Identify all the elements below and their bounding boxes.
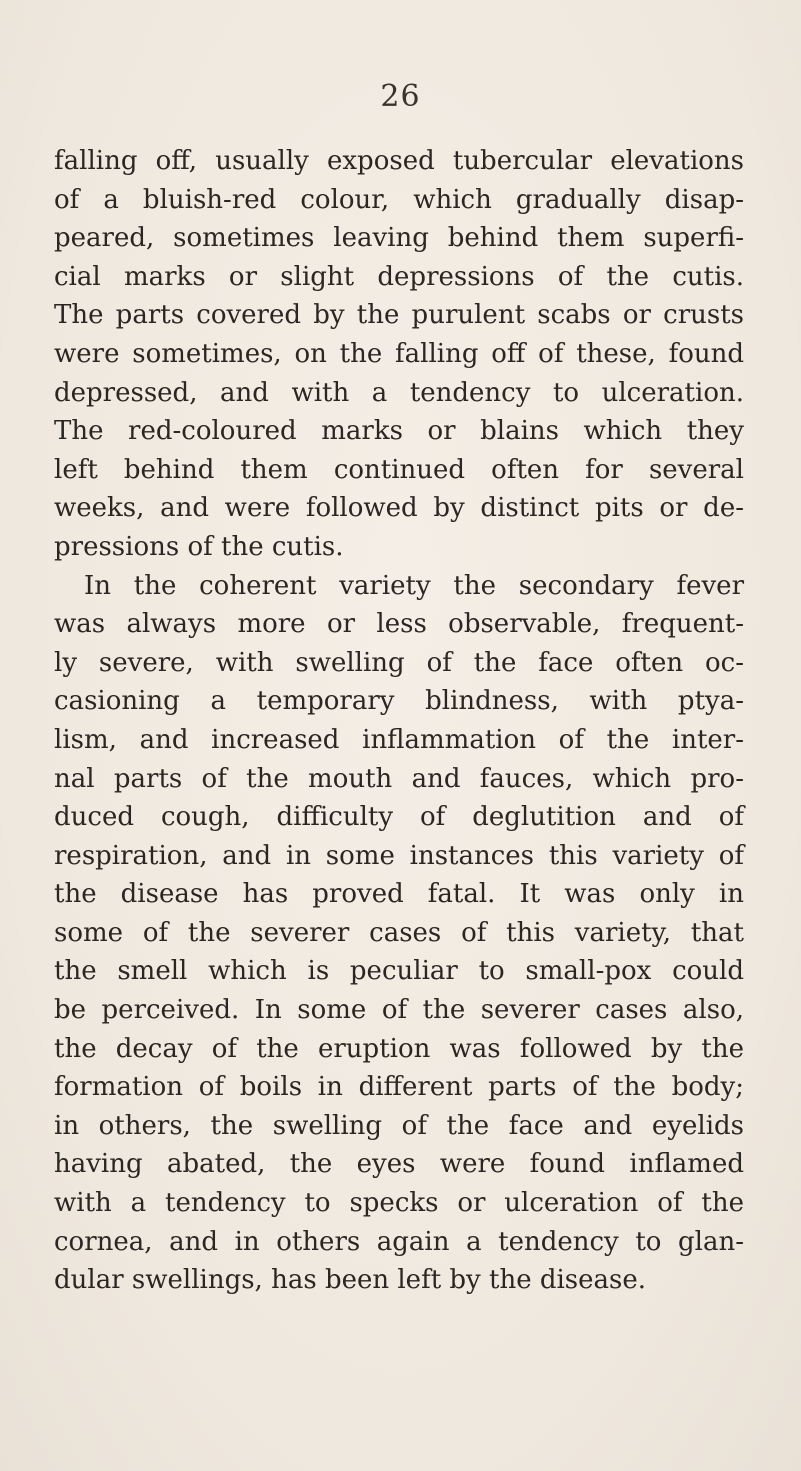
text-line: The parts covered by the purulent scabs or crusts (54, 300, 744, 331)
text-line: nal parts of the mouth and fauces, which pro- (54, 763, 744, 794)
text-line: ly severe, with swelling of the face often oc- (54, 647, 744, 678)
text-line: in others, the swelling of the face and eyelids (54, 1110, 744, 1141)
paragraph-start-line: In the coherent variety the secondary fever (84, 570, 744, 601)
paragraph-end-line: pressions of the cutis. (54, 531, 344, 562)
body-text (54, 142, 744, 1300)
text-line: the smell which is peculiar to small-pox could (54, 956, 744, 987)
text-line: casioning a temporary blindness, with ptya- (54, 686, 744, 717)
text-line: weeks, and were followed by distinct pits or de- (54, 493, 744, 524)
text-line: some of the severer cases of this variety, that (54, 917, 744, 948)
text-line: of a bluish-red colour, which gradually disap- (54, 184, 744, 215)
text-line: were sometimes, on the falling off of these, found (54, 338, 744, 369)
text-line: cial marks or slight depressions of the cutis. (54, 261, 744, 292)
text-line: left behind them continued often for several (54, 454, 744, 485)
text-line: the disease has proved fatal. It was only in (54, 879, 744, 910)
text-line: the decay of the eruption was followed by the (54, 1033, 744, 1064)
text-line: having abated, the eyes were found inflamed (54, 1149, 744, 1180)
paragraph-end-line: dular swellings, has been left by the disease. (54, 1265, 647, 1296)
text-line: cornea, and in others again a tendency to glan- (54, 1226, 744, 1257)
text-line: was always more or less observable, frequent- (54, 609, 744, 640)
text-line: lism, and increased inflammation of the inter- (54, 724, 744, 755)
text-line: depressed, and with a tendency to ulceration. (54, 377, 744, 408)
text-line: falling off, usually exposed tubercular elevations (54, 146, 744, 176)
text-line: be perceived. In some of the severer cases also, (54, 995, 744, 1026)
text-line: peared, sometimes leaving behind them superfi- (54, 223, 744, 254)
text-line: The red-coloured marks or blains which they (54, 416, 744, 447)
text-line: duced cough, difficulty of deglutition and of (54, 802, 744, 833)
text-line: respiration, and in some instances this variety of (54, 840, 744, 871)
text-line: formation of boils in different parts of the body; (54, 1072, 744, 1103)
text-line: with a tendency to specks or ulceration of the (54, 1188, 744, 1219)
page-number: 26 (380, 79, 421, 114)
